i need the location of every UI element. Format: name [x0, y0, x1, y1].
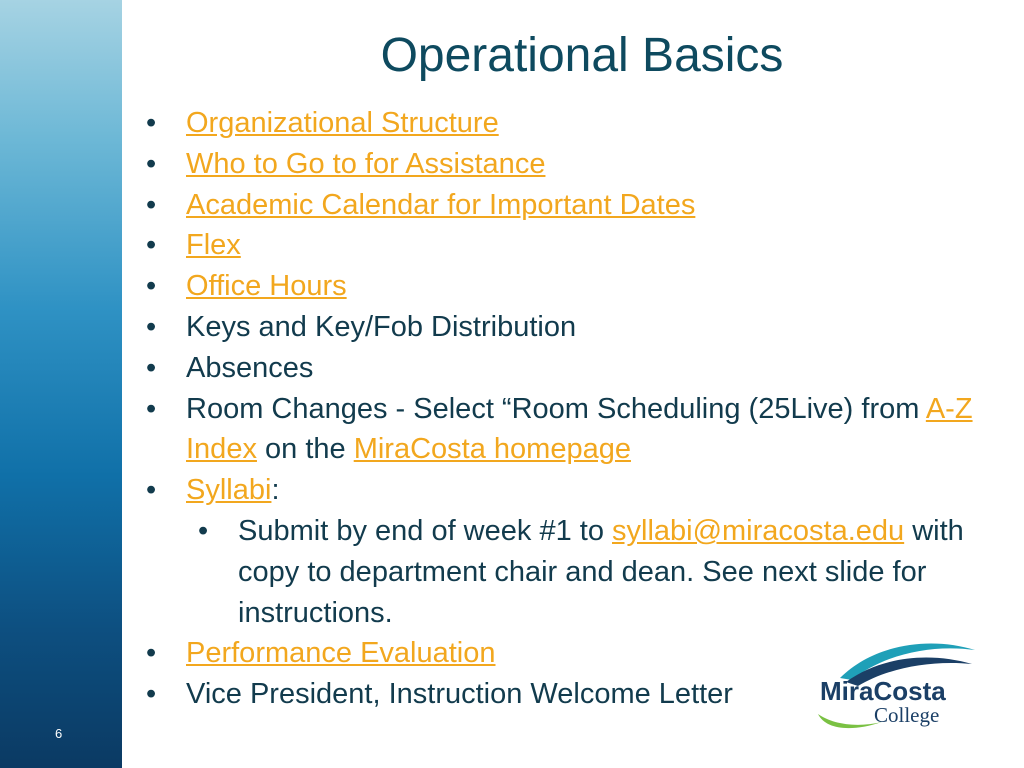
bullet-item: [142, 307, 982, 348]
syllabi-link[interactable]: Syllabi: [186, 474, 272, 507]
bullet-item: [142, 185, 982, 226]
sub-bullet-item: [186, 511, 982, 633]
bullet-icon: •: [146, 310, 157, 343]
bullet-item: [142, 144, 982, 185]
absences-text: Absences: [186, 351, 314, 384]
room-changes-text: Room Changes - Select “Room Scheduling (25Live) from: [186, 392, 926, 425]
logo-text-miracosta: MiraCosta: [820, 676, 946, 706]
bullet-icon: •: [146, 229, 157, 262]
miracosta-college-logo: [812, 638, 977, 733]
bullet-icon: •: [146, 474, 157, 507]
syllabi-submit-suffix: with copy to department chair and dean. See next slide for instructions.: [238, 514, 964, 629]
performance-evaluation-link[interactable]: Performance Evaluation: [186, 637, 496, 670]
bullet-list: [142, 103, 982, 715]
bullet-icon: •: [198, 514, 209, 547]
bullet-item: [142, 348, 982, 389]
office-hours-link[interactable]: Office Hours: [186, 270, 347, 303]
bullet-item: [142, 266, 982, 307]
bullet-icon: •: [146, 107, 157, 139]
miracosta-homepage-link[interactable]: MiraCosta homepage: [353, 433, 631, 466]
slide-number: 6: [55, 726, 63, 741]
bullet-item: [142, 225, 982, 266]
syllabi-sub-list: [186, 511, 982, 633]
room-changes-middle: on the: [256, 433, 354, 466]
bullet-icon: •: [146, 270, 157, 303]
who-to-go-link[interactable]: Who to Go to for Assistance: [186, 147, 546, 180]
bullet-item: [142, 389, 982, 471]
az-index-link[interactable]: A-Z Index: [186, 392, 973, 466]
bullet-icon: •: [146, 147, 157, 180]
bullet-icon: •: [146, 637, 157, 670]
org-structure-link[interactable]: Organizational Structure: [186, 107, 499, 139]
sidebar-gradient-bar: [0, 0, 122, 768]
keys-text: Keys and Key/Fob Distribution: [186, 310, 577, 343]
slide-title: Operational Basics: [380, 29, 784, 82]
logo-swoosh-green: [818, 714, 882, 728]
flex-link[interactable]: Flex: [186, 229, 241, 262]
syllabi-colon: :: [271, 474, 280, 507]
bullet-item: [142, 674, 746, 715]
syllabi-email-link[interactable]: syllabi@miracosta.edu: [612, 514, 905, 547]
academic-calendar-link[interactable]: Academic Calendar for Important Dates: [186, 188, 696, 221]
bullet-icon: •: [146, 392, 157, 425]
vp-letter-text: Vice President, Instruction Welcome Letter: [186, 678, 733, 711]
bullet-item: [142, 470, 982, 633]
bullet-icon: •: [146, 351, 157, 384]
bullet-icon: •: [146, 678, 157, 711]
bullet-icon: •: [146, 188, 157, 221]
syllabi-submit-text: Submit by end of week #1 to: [238, 514, 612, 547]
logo-text-college: College: [874, 703, 940, 727]
bullet-item: [142, 103, 982, 144]
